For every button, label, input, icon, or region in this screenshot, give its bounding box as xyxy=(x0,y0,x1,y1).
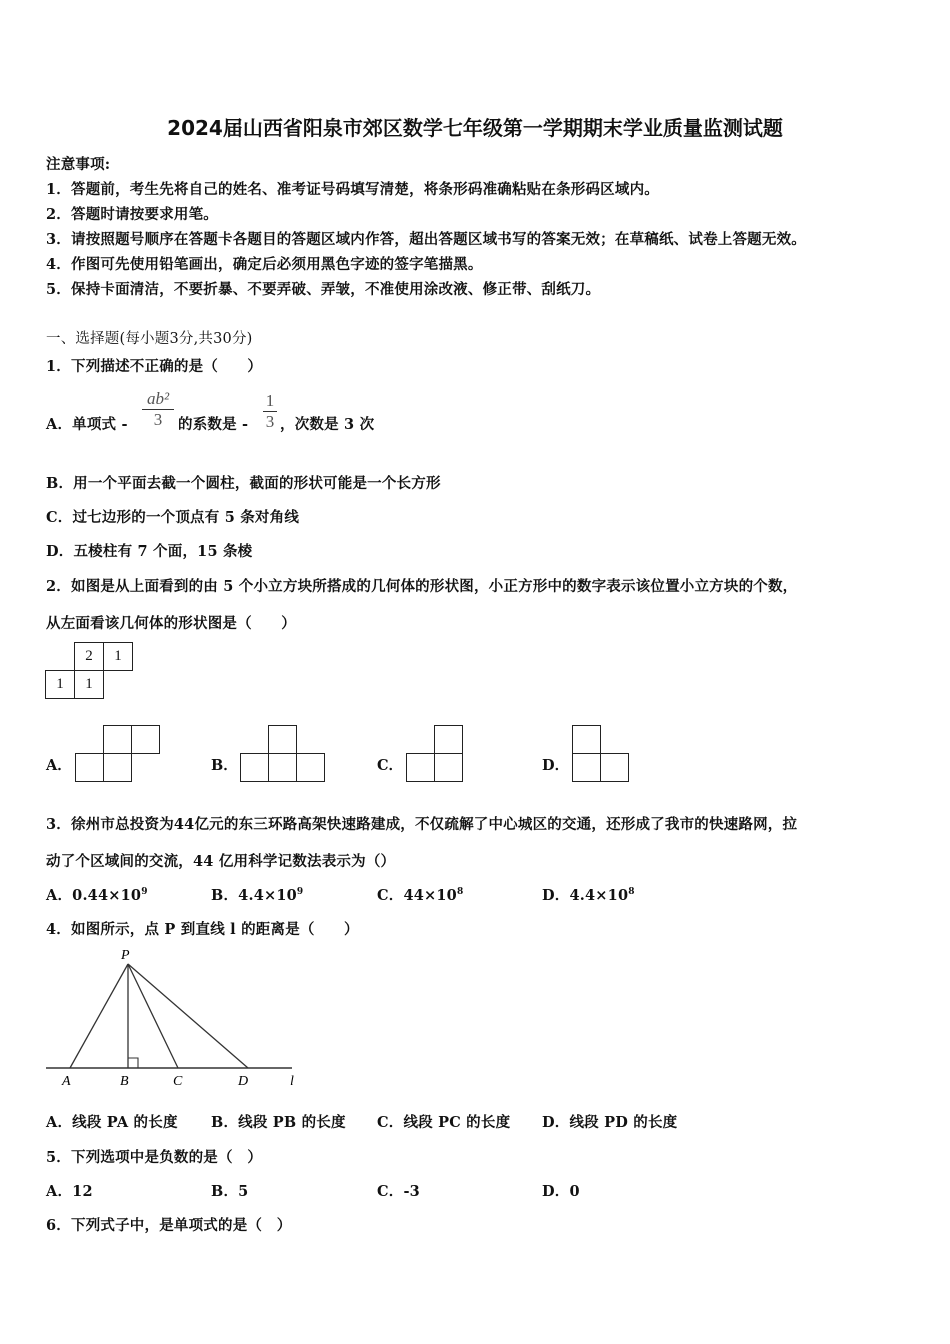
section-heading: 一、选择题(每小题3分,共30分) xyxy=(46,331,253,347)
square xyxy=(572,725,601,754)
q3-stem-line2: 动了个区域间的交流，44 亿用科学记数法表示为（） xyxy=(46,853,396,870)
square xyxy=(240,753,269,782)
square xyxy=(131,725,160,754)
notice-item-2: 2．答题时请按要求用笔。 xyxy=(46,206,218,223)
q2-option-b-label: B． xyxy=(211,757,238,774)
q4-option-a: A．线段 PA 的长度 xyxy=(46,1114,178,1131)
notice-item-3: 3．请按照题号顺序在答题卡各题目的答题区域内作答，超出答题区域书写的答案无效；在草稿纸、试卷上答题无效。 xyxy=(46,231,806,248)
q1-option-d: D．五棱柱有 7 个面，15 条棱 xyxy=(46,543,253,560)
right-angle-mark xyxy=(128,1058,138,1068)
q1-option-c: C．过七边形的一个顶点有 5 条对角线 xyxy=(46,509,300,526)
square xyxy=(268,725,297,754)
grid-cell: 1 xyxy=(103,642,133,671)
q1-fraction-1-over-3 xyxy=(263,391,277,432)
q1-frac1-numerator: ab² xyxy=(146,389,170,408)
q4-option-b: B．线段 PB 的长度 xyxy=(211,1114,346,1131)
segment-pa xyxy=(70,964,128,1068)
q3-option-d-base: D．4.4×10 xyxy=(542,887,629,904)
q2-option-a-label: A． xyxy=(46,757,72,774)
q2-option-d-label: D． xyxy=(542,757,570,774)
q5-option-b: B．5 xyxy=(211,1183,249,1200)
q4-geometry-figure xyxy=(40,942,310,1092)
q1-stem: 1．下列描述不正确的是（ ） xyxy=(46,358,263,375)
grid-cell: 2 xyxy=(74,642,104,671)
q3-option-d-exp: 8 xyxy=(628,887,635,898)
q3-option-c-base: C．44×10 xyxy=(377,887,457,904)
q3-option-a-exp: 9 xyxy=(141,887,148,898)
notice-heading: 注意事项: xyxy=(46,156,111,173)
q2-stem-line1: 2．如图是从上面看到的由 5 个小立方块所搭成的几何体的形状图，小正方形中的数字表示该位置小立方块的个数， xyxy=(46,578,798,595)
q6-stem: 6．下列式子中，是单项式的是（ ） xyxy=(46,1217,292,1234)
square xyxy=(406,753,435,782)
q1-option-a-mid: 的系数是 - xyxy=(178,416,249,433)
q4-stem: 4．如图所示，点 P 到直线 l 的距离是（ ） xyxy=(46,921,359,938)
q3-stem-line1: 3．徐州市总投资为44亿元的东三环路高架快速路建成，不仅疏解了中心城区的交通，还形成了我市的快速路网，拉 xyxy=(46,816,798,833)
square xyxy=(434,725,463,754)
notice-item-5: 5．保持卡面清洁，不要折暴、不要弄破、弄皱，不准使用涂改液、修正带、刮纸刀。 xyxy=(46,281,601,298)
square xyxy=(268,753,297,782)
q1-fraction-ab2-over-3 xyxy=(142,389,174,430)
label-l: l xyxy=(290,1074,294,1089)
square xyxy=(600,753,629,782)
q1-option-a-suffix: ，次数是 3 次 xyxy=(280,416,375,433)
square xyxy=(103,753,132,782)
notice-item-4: 4．作图可先使用铅笔画出，确定后必须用黑色字迹的签字笔描黑。 xyxy=(46,256,483,273)
q5-option-a: A．12 xyxy=(46,1183,93,1200)
label-b: B xyxy=(120,1074,129,1089)
q1-frac1-denominator: 3 xyxy=(153,410,163,429)
q3-option-b-exp: 9 xyxy=(296,887,304,898)
q3-option-d xyxy=(542,884,635,905)
grid-cell: 1 xyxy=(74,670,104,699)
square xyxy=(572,753,601,782)
q2-option-c-label: C． xyxy=(377,757,404,774)
q5-option-d: D．0 xyxy=(542,1183,580,1200)
square xyxy=(75,753,104,782)
label-c: C xyxy=(173,1074,183,1089)
q3-option-b-base: B．4.4×10 xyxy=(211,887,297,904)
label-a: A xyxy=(62,1074,71,1089)
q3-option-a xyxy=(46,884,148,905)
square xyxy=(103,725,132,754)
q1-frac2-denominator: 3 xyxy=(265,412,275,431)
q5-stem: 5．下列选项中是负数的是（ ） xyxy=(46,1149,263,1166)
q1-option-b: B．用一个平面去截一个圆柱，截面的形状可能是一个长方形 xyxy=(46,475,441,492)
segment-pc xyxy=(128,964,178,1068)
q1-option-a-prefix: A．单项式 - xyxy=(46,416,128,433)
q5-option-c: C．-3 xyxy=(377,1183,420,1200)
square xyxy=(296,753,325,782)
label-d: D xyxy=(238,1074,249,1089)
q4-option-d: D．线段 PD 的长度 xyxy=(542,1114,678,1131)
q3-option-c xyxy=(377,884,463,905)
q4-option-c: C．线段 PC 的长度 xyxy=(377,1114,511,1131)
square xyxy=(434,753,463,782)
grid-cell: 1 xyxy=(45,670,75,699)
q3-option-a-base: A．0.44×10 xyxy=(46,887,142,904)
q3-option-b xyxy=(211,884,303,905)
q1-frac2-numerator: 1 xyxy=(265,391,275,410)
q3-option-c-exp: 8 xyxy=(456,887,464,898)
page-title: 2024届山西省阳泉市郊区数学七年级第一学期期末学业质量监测试题 xyxy=(167,116,783,140)
q2-stem-line2: 从左面看该几何体的形状图是（ ） xyxy=(46,615,296,632)
segment-pd xyxy=(128,964,248,1068)
notice-item-1: 1．答题前，考生先将自己的姓名、准考证号码填写清楚，将条形码准确粘贴在条形码区域内。 xyxy=(46,181,659,198)
label-p: P xyxy=(121,948,130,963)
